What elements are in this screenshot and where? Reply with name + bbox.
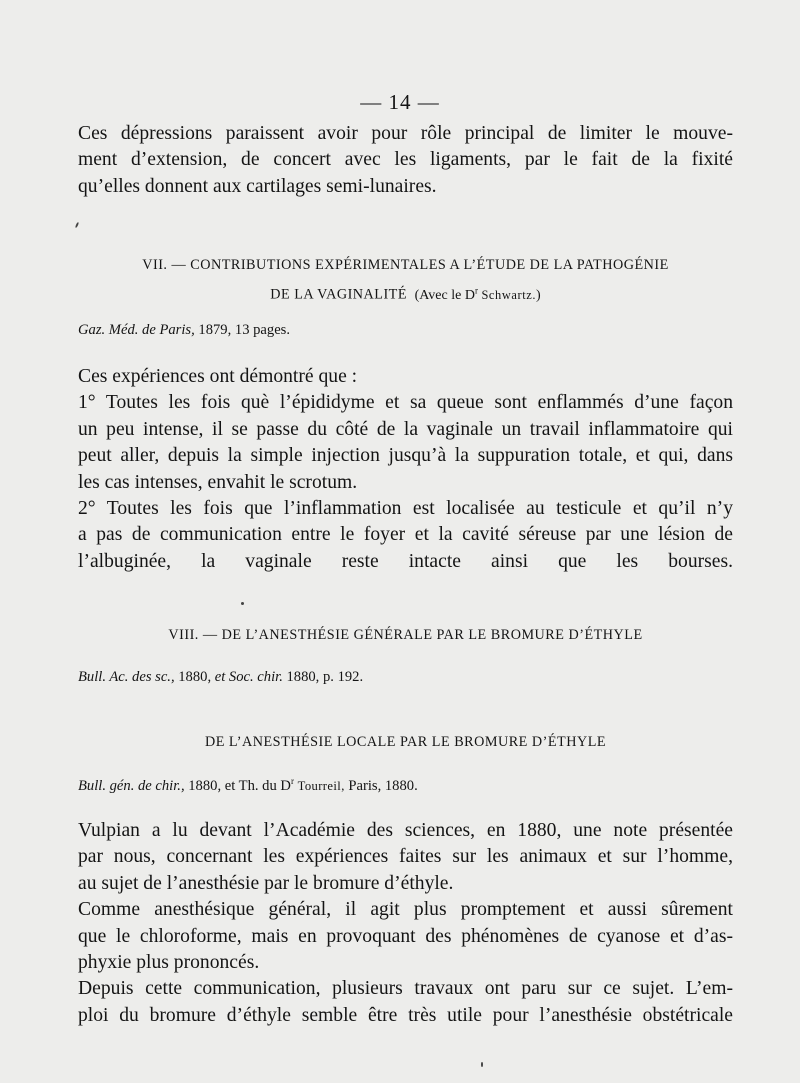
ref-journal: Gaz. Méd. de Paris, — [78, 322, 195, 338]
section-vii-reference — [78, 320, 290, 340]
text-line: Ces dépressions paraissent avoir pour rôle principal de limiter le mouve- — [78, 123, 733, 144]
attribution-prefix: (Avec le D — [414, 287, 475, 303]
intro-paragraph — [78, 121, 733, 200]
text-line: phyxie plus prononcés. — [78, 951, 260, 973]
page-number: — 14 — — [360, 90, 440, 114]
section-viii-reference — [78, 667, 363, 687]
ref-tail: Paris, 1880. — [344, 777, 418, 794]
text-line: a pas de communication entre le foyer et la cavité séreuse par une lésion de — [78, 524, 733, 546]
text-line: ment d’extension, de concert avec les ligaments, par le fait de la fixité — [78, 149, 733, 171]
ink-speck — [481, 1062, 483, 1067]
local-anesthesia-reference — [78, 771, 418, 796]
ref-journal: Bull. gén. de chir., — [78, 777, 185, 794]
ink-speck — [75, 222, 79, 228]
heading-line — [78, 278, 733, 308]
ref-details: 1879, 13 pages. — [198, 322, 291, 338]
text-line: que le chloroforme, mais en provoquant des phénomènes de cyanose et d’as- — [78, 925, 733, 947]
text-line: ploi du bromure d’éthyle semble être très utile pour l’anesthésie obstétricale — [78, 1004, 733, 1026]
text-line: un peu intense, il se passe du côté de la vaginale un travail inflammatoire qui — [78, 418, 733, 440]
local-anesthesia-heading: DE L’ANESTHÉSIE LOCALE PAR LE BROMURE D’ÉTHYLE — [204, 734, 607, 750]
text-line: 1° Toutes les fois què l’épididyme et sa queue sont enflammés d’une façon — [78, 392, 733, 414]
ref-sup: r — [290, 776, 294, 786]
text-line: au sujet de l’anesthésie par le bromure d’éthyle. — [78, 872, 454, 894]
text-line: Depuis cette communication, plusieurs travaux ont paru sur ce sujet. L’em- — [78, 978, 733, 1000]
section-vii-heading — [78, 253, 733, 308]
text-line: l’albuginée, la vaginale reste intacte ainsi que les bourses. — [78, 550, 733, 572]
attribution-close: ) — [536, 287, 541, 303]
ref-details: 1880, et Th. du D — [184, 777, 291, 794]
heading-title: DE LA VAGINALITÉ — [270, 286, 408, 303]
text-line: Vulpian a lu devant l’Académie des sciences, en 1880, une note présentée — [78, 820, 733, 841]
text-line: qu’elles donnent aux cartilages semi-lunaires. — [78, 175, 437, 197]
text-line: les cas intenses, envahit le scrotum. — [78, 471, 358, 493]
text-line: par nous, concernant les expériences faites sur les animaux et sur l’homme, — [78, 846, 733, 868]
section-vii-body — [78, 364, 733, 575]
ref-name: Tourreil, — [297, 778, 345, 793]
ref-year: 1880, — [174, 669, 215, 685]
section-viii-heading: VIII. — DE L’ANESTHÉSIE GÉNÉRALE PAR LE BROMURE D’ÉTHYLE — [168, 627, 643, 643]
heading-attribution — [411, 285, 541, 303]
text-line: 2° Toutes les fois que l’inflammation est localisée au testicule et qu’il n’y — [78, 497, 733, 519]
text-line: Comme anesthésique général, il agit plus promptement et aussi sûrement — [78, 899, 733, 921]
attribution-sup: r — [474, 285, 478, 295]
attribution-name: Schwartz. — [481, 287, 537, 302]
ref-details: 1880, p. 192. — [282, 669, 364, 685]
ref-journal-2: et Soc. chir. — [214, 669, 283, 685]
ref-journal: Bull. Ac. des sc., — [78, 669, 175, 685]
ink-speck — [241, 602, 244, 605]
heading-line: VII. — CONTRIBUTIONS EXPÉRIMENTALES A L’ÉTUDE DE LA PATHOGÉNIE — [142, 257, 669, 273]
text-line: peut aller, depuis la simple injection jusqu’à la suppuration totale, et qui, dans — [78, 445, 733, 467]
closing-paragraphs — [78, 818, 733, 1029]
text-line: Ces expériences ont démontré que : — [78, 366, 358, 387]
